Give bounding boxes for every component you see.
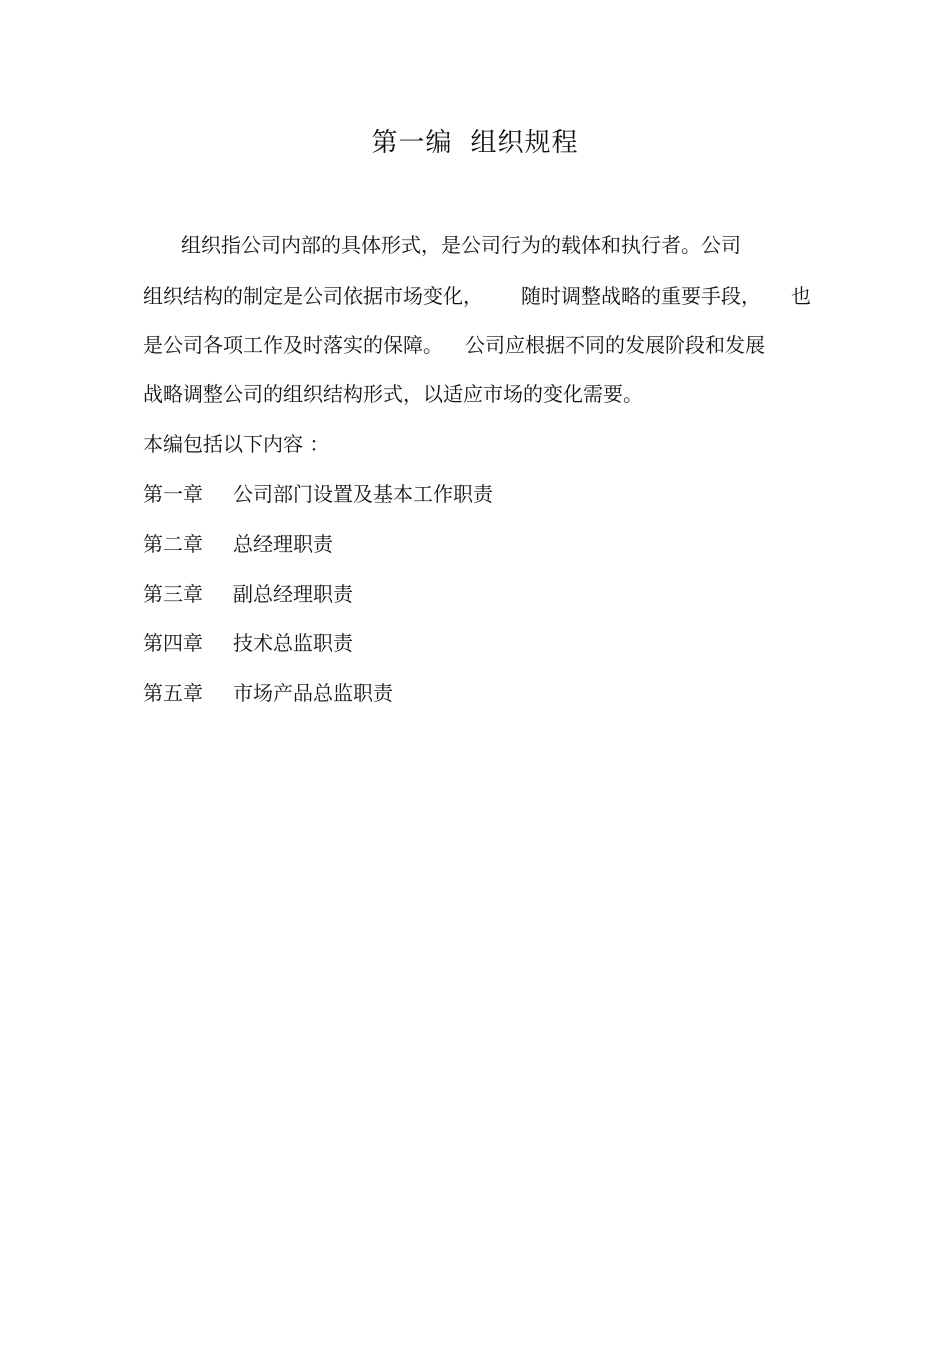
intro-line-3-part-b: 公司应根据不同的发展阶段和发展 — [465, 333, 765, 357]
title-name: 组织规程 — [470, 128, 579, 158]
intro-line-2 — [143, 280, 811, 309]
chapter-title: 总经理职责 — [233, 532, 333, 556]
chapter-number: 第三章 — [143, 582, 203, 606]
intro-line-2-part-c: 也 — [791, 284, 811, 308]
chapter-title: 技术总监职责 — [233, 631, 353, 655]
page-title — [0, 122, 950, 159]
intro-line-1: 组织指公司内部的具体形式，是公司行为的载体和执行者。公司 — [181, 233, 741, 257]
chapter-title: 公司部门设置及基本工作职责 — [233, 482, 493, 506]
chapter-number: 第五章 — [143, 681, 203, 705]
title-part: 第一编 — [371, 128, 453, 158]
chapter-item — [143, 528, 333, 557]
intro-line-3 — [143, 329, 765, 358]
chapter-item — [143, 478, 493, 507]
chapter-item — [143, 578, 353, 607]
intro-line-3-part-a: 是公司各项工作及时落实的保障。 — [143, 333, 443, 357]
chapter-item — [143, 627, 353, 656]
intro-line-2-part-b: 随时调整战略的重要手段， — [521, 284, 761, 308]
contents-label: 本编包括以下内容 ： — [143, 432, 330, 456]
intro-line-4: 战略调整公司的组织结构形式，以适应市场的变化需要。 — [143, 382, 643, 406]
chapter-number: 第四章 — [143, 631, 203, 655]
chapter-title: 副总经理职责 — [233, 582, 353, 606]
chapter-item — [143, 677, 393, 706]
intro-line-2-part-a: 组织结构的制定是公司依据市场变化， — [143, 284, 483, 308]
chapter-title: 市场产品总监职责 — [233, 681, 393, 705]
chapter-number: 第一章 — [143, 482, 203, 506]
chapter-number: 第二章 — [143, 532, 203, 556]
